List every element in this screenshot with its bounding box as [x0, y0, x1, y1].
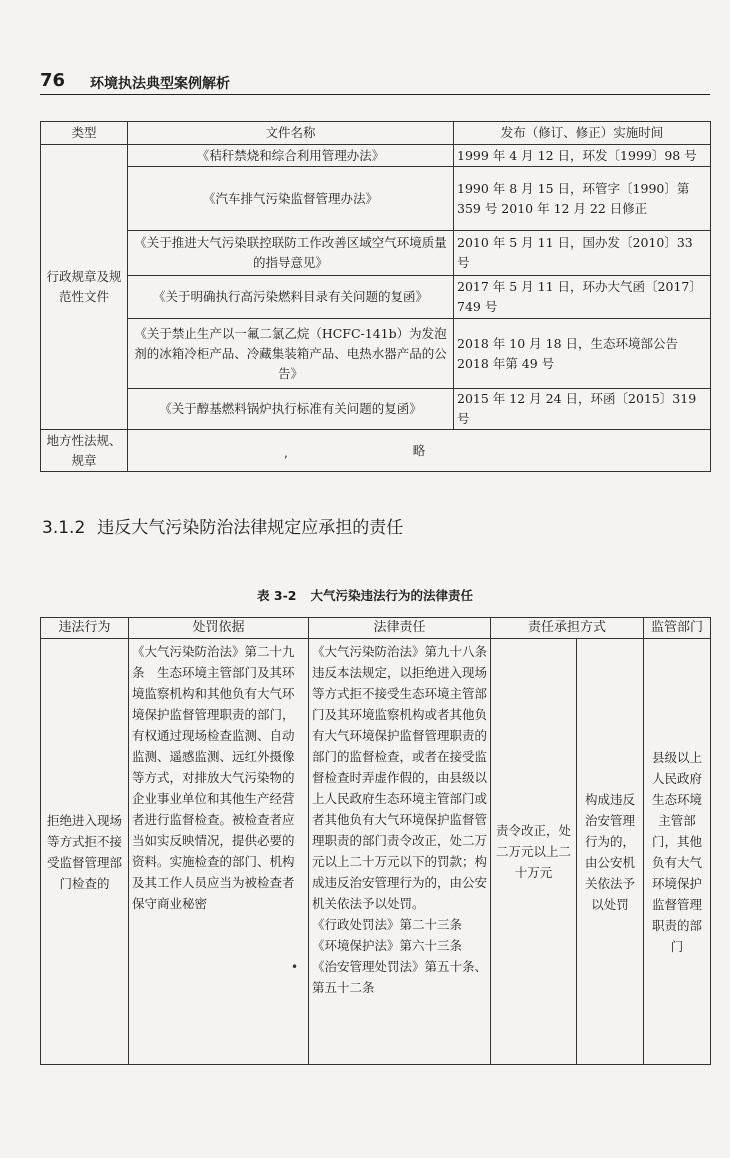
doc-date: 2015 年 12 月 24 日，环函〔2015〕319 号 [454, 389, 711, 430]
table-caption [0, 586, 730, 604]
legal-ref: 《环境保护法》第六十三条 [312, 938, 463, 953]
header-dept: 监管部门 [644, 618, 711, 639]
table-row [41, 231, 711, 276]
page-number: 76 [40, 70, 66, 91]
doc-name: 《关于推进大气污染联控联防工作改善区域空气环境质量的指导意见》 [128, 231, 454, 276]
scan-speck: • [291, 960, 299, 974]
header-mode: 责任承担方式 [491, 618, 644, 639]
category-cell: 行政规章及规范性文件 [41, 145, 128, 430]
local-category-cell: 地方性法规、规章 [41, 430, 128, 472]
caption-title: 大气污染违法行为的法律责任 [310, 588, 473, 603]
table-row [41, 319, 711, 389]
header-type: 类型 [41, 122, 128, 145]
mode-cell-penalty: 责令改正，处二万元以上二十万元 [491, 639, 577, 1065]
header-responsibility: 法律责任 [309, 618, 491, 639]
liability-table [40, 617, 711, 1065]
doc-date: 2017 年 5 月 11 日，环办大气函〔2017〕749 号 [454, 276, 711, 319]
header-doc-name: 文件名称 [128, 122, 454, 145]
book-title: 环境执法典型案例解析 [90, 76, 230, 92]
doc-date: 2010 年 5 月 11 日，国办发〔2010〕33 号 [454, 231, 711, 276]
legal-ref: 《行政处罚法》第二十三条 [312, 917, 463, 932]
table-header-row [41, 618, 711, 639]
mode-cell-police: 构成违反治安管理行为的，由公安机关依法予以处罚 [577, 639, 644, 1065]
table-header-row [41, 122, 711, 145]
doc-name: 《汽车排气污染监督管理办法》 [128, 167, 454, 231]
table-row [41, 145, 711, 167]
basis-cell: 《大气污染防治法》第二十九条 生态环境主管部门及其环境监察机构和其他负有大气环境保护监督管理职责的部门，有权通过现场检查监测、自动监测、遥感监测、远红外摄像等方式，对排放大气污染物的企业事业单位和其他生产经营者进行监督检查。被检查者应当如实反映情况，提供必要的资料。实施检查的部门、机构及其工作人员应当为被检查者保守商业秘密 [129, 639, 309, 1065]
table-row [41, 389, 711, 430]
section-heading [42, 513, 403, 538]
section-title: 违反大气污染防治法律规定应承担的责任 [97, 518, 404, 538]
doc-date: 1999 年 4 月 12 日，环发〔1999〕98 号 [454, 145, 711, 167]
header-violation: 违法行为 [41, 618, 129, 639]
doc-name: 《关于醇基燃料锅炉执行标准有关问题的复函》 [128, 389, 454, 430]
regulations-table [40, 121, 711, 472]
scan-speck: , [284, 446, 288, 460]
legal-ref: 《治安管理处罚法》第五十条、第五十二条 [312, 959, 488, 995]
doc-date: 1990 年 8 月 15 日，环管字〔1990〕第 359 号 2010 年 12 月 22 日修正 [454, 167, 711, 231]
header-rule [40, 94, 710, 95]
doc-name: 《秸秆禁烧和综合利用管理办法》 [128, 145, 454, 167]
table-row [41, 167, 711, 231]
doc-name: 《关于明确执行高污染燃料目录有关问题的复函》 [128, 276, 454, 319]
section-number: 3.1.2 [42, 518, 86, 538]
table-row [41, 430, 711, 472]
table-row [41, 276, 711, 319]
dept-cell: 县级以上人民政府生态环境主管部门，其他负有大气环境保护监督管理职责的部门 [644, 639, 711, 1065]
header-date: 发布（修订、修正）实施时间 [454, 122, 711, 145]
caption-label: 表 3-2 [257, 588, 297, 603]
header-basis: 处罚依据 [129, 618, 309, 639]
responsibility-cell [309, 639, 500, 1065]
responsibility-text: 《大气污染防治法》第九十八条 违反本法规定，以拒绝进入现场等方式拒不接受生态环境主管部门及其环境监察机构或者其他负有大气环境保护监督管理职责的部门的监督检查，或者在接受监督检查时弄虚作假的，由县级以上人民政府生态环境主管部门或者其他负有大气环境保护监督管理职责的部门责令改正，处二万元以上二十万元以下的罚款；构成违反治安管理行为的，由公安机关依法予以处罚。 [312, 644, 500, 911]
doc-name: 《关于禁止生产以一氟二氯乙烷（HCFC-141b）为发泡剂的冰箱冷柜产品、冷藏集装箱产品、电热水器产品的公告》 [128, 319, 454, 389]
table-row [41, 639, 711, 1065]
local-value: 略 [128, 430, 711, 472]
page-header [40, 64, 710, 94]
doc-date: 2018 年 10 月 18 日，生态环境部公告 2018 年第 49 号 [454, 319, 711, 389]
violation-cell: 拒绝进入现场等方式拒不接受监督管理部门检查的 [41, 639, 129, 1065]
